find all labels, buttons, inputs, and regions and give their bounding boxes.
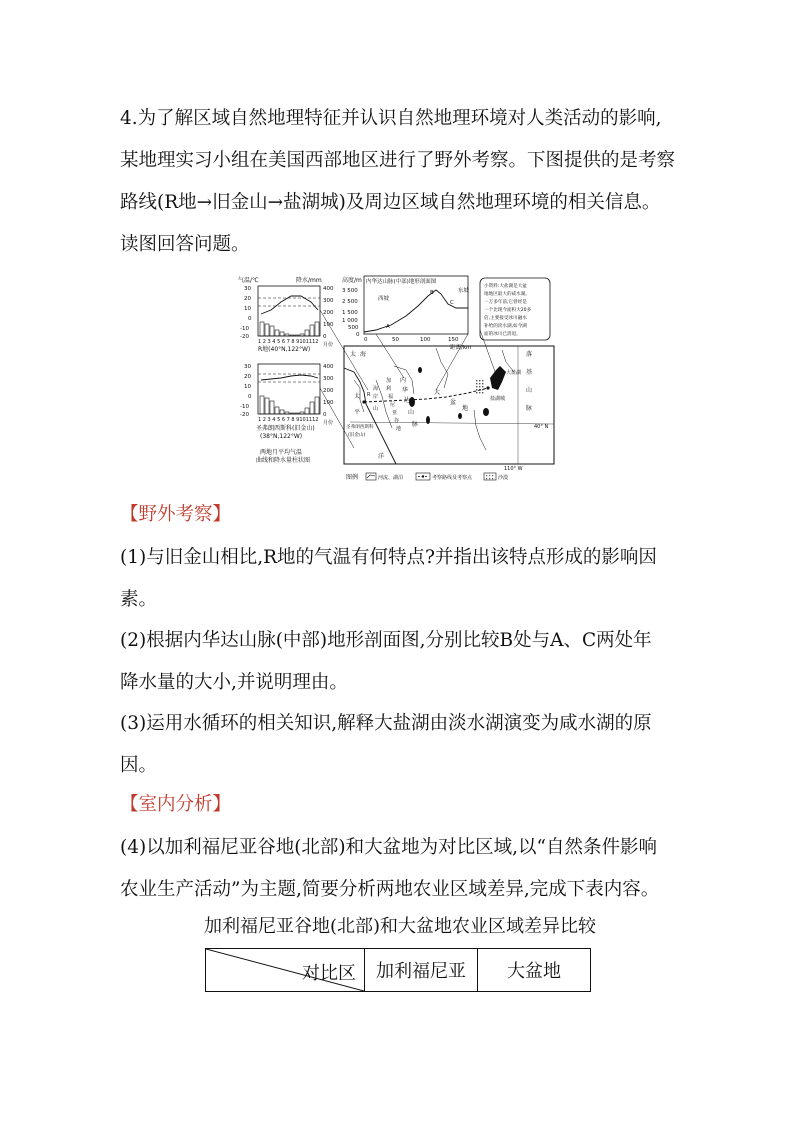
- map-label: 地: [396, 426, 402, 432]
- climate-caption: 曲线和降水量柱状图: [256, 457, 311, 464]
- tick: 0: [248, 316, 252, 322]
- geography-figure: [236, 270, 556, 485]
- chart1-caption: R地(40°N,122°W): [258, 346, 311, 353]
- great-salt-lake-label: 大盐湖: [506, 370, 522, 376]
- point-a: A: [386, 324, 390, 330]
- q1-line: 素。: [120, 589, 158, 610]
- q1-line: (1)与旧金山相比,R地的气温有何特点?并指出该特点形成的影响因: [120, 547, 657, 568]
- map-label: 脉: [412, 421, 419, 428]
- regional-map: [344, 346, 554, 472]
- comparison-table: [205, 948, 591, 992]
- tick: -10: [240, 326, 249, 332]
- note-line: 地地区最大的咸水湖。: [484, 292, 530, 297]
- map-label: 华: [402, 387, 409, 394]
- tick: -20: [240, 412, 249, 418]
- map-label: 平: [354, 409, 361, 416]
- salt-lake-city-label: 盐湖城: [490, 396, 506, 402]
- map-label: 加: [386, 378, 392, 384]
- table-title: 加利福尼亚谷地(北部)和大盆地农业区域差异比较: [203, 916, 597, 937]
- map-label: 脉: [526, 405, 533, 412]
- tick: 0: [356, 332, 360, 338]
- tick: 10: [244, 384, 251, 390]
- tick: -10: [240, 404, 249, 410]
- map-label: 岸: [373, 394, 379, 400]
- terrain-profile: [342, 276, 471, 351]
- east-slope-label: 东坡: [458, 288, 470, 294]
- tick: 0: [248, 394, 252, 400]
- chart2-caption: (38°N,122°W): [260, 433, 303, 440]
- tick: 0: [323, 412, 327, 418]
- legend-river: 河流、湖泊: [378, 475, 404, 481]
- q2-line: (2)根据内华达山脉(中部)地形剖面图,分别比较B处与A、C两处年: [120, 630, 652, 651]
- tick: 0: [323, 334, 327, 340]
- profile-title: 内华达山脉(中部)地形剖面图: [366, 279, 437, 285]
- legend-title: 图例: [346, 474, 359, 481]
- note-line: 倍,主要接受冰川融水: [484, 316, 527, 321]
- tick: -20: [240, 334, 249, 340]
- tick: 0: [364, 337, 368, 343]
- tick: 3 500: [342, 288, 358, 294]
- month-labels: 1 2 3 4 5 6 7 8 9101112: [258, 417, 319, 423]
- tick: 2 500: [342, 299, 358, 305]
- tick: 400: [323, 286, 334, 292]
- tick: 30: [244, 286, 251, 292]
- tick: 500: [348, 325, 359, 331]
- tick: 50: [392, 337, 399, 343]
- q4-line: 农业生产活动”为主题,简要分析两地农业区域差异,完成下表内容。: [120, 879, 660, 900]
- sf-label: 圣弗朗西斯科: [346, 425, 374, 430]
- question-line: 读图回答问题。: [120, 234, 250, 255]
- tick: 10: [244, 306, 251, 312]
- map-label: 基: [526, 369, 533, 376]
- note-line: 一个比现今面积大20多: [484, 308, 532, 313]
- tick: 100: [323, 322, 334, 328]
- map-label: 福: [388, 394, 394, 400]
- section-indoor-analysis: 【室内分析】: [120, 794, 232, 815]
- question-4: [120, 827, 680, 911]
- legend-desert: 沙漠: [498, 475, 509, 481]
- tick: 20: [244, 296, 251, 302]
- map-label: 落: [526, 351, 533, 358]
- corner-label: 对比区: [302, 963, 356, 984]
- tick: 100: [420, 337, 431, 343]
- month-labels: 1 2 3 4 5 6 7 8 9101112: [258, 339, 319, 345]
- map-label: 海: [360, 351, 367, 358]
- profile-x-unit: 距离/km: [450, 345, 472, 351]
- q3-line: (3)运用水循环的相关知识,解释大盐湖由淡水湖演变为咸水湖的原: [120, 713, 652, 734]
- point-c: C: [450, 300, 454, 306]
- question-line: 4.为了解区域自然地理特征并认识自然地理环境对人类活动的影响,: [120, 108, 662, 129]
- header-california: 加利福尼亚: [365, 949, 478, 992]
- chart1-right-label: 降水/mm: [296, 277, 322, 284]
- tick: 1 000: [342, 318, 358, 324]
- map-label: 海: [373, 386, 379, 392]
- map-label: 山: [408, 409, 415, 416]
- month-unit: 月份: [323, 420, 334, 426]
- question-2: [120, 620, 680, 704]
- map-label: 亚: [392, 410, 398, 416]
- map-label: 大: [434, 389, 441, 396]
- map-label: 盆: [450, 399, 457, 406]
- question-line: 某地理实习小组在美国西部地区进行了野外考察。下图提供的是考察: [120, 150, 676, 171]
- climate-chart-r: [238, 276, 334, 353]
- map-legend: [346, 473, 508, 481]
- map-label: 山: [373, 406, 379, 412]
- map-label: 洋: [378, 453, 385, 460]
- map-label: 达: [404, 397, 411, 404]
- map-label: 地: [462, 405, 469, 412]
- map-label: 太: [350, 351, 357, 358]
- question-stem: [120, 98, 680, 266]
- tick: 300: [323, 376, 334, 382]
- q2-line: 降水量的大小,并说明理由。: [120, 672, 348, 693]
- map-label: 内: [400, 377, 407, 384]
- q3-line: 因。: [120, 755, 158, 776]
- figure-svg: [236, 270, 556, 485]
- west-slope-label: 西坡: [378, 296, 390, 302]
- note-line: 一万多年前,它曾经是: [484, 300, 527, 305]
- tick: 200: [323, 310, 334, 316]
- note-line: 小资料:大盐湖是大盆: [484, 284, 527, 289]
- tick: 150: [448, 337, 459, 343]
- header-great-basin: 大盆地: [478, 949, 591, 992]
- chart1-left-label: 气温/℃: [238, 277, 259, 284]
- tick: 1 500: [342, 310, 358, 316]
- map-label: 太: [354, 393, 361, 400]
- tick: 30: [244, 364, 251, 370]
- note-line: 面的冰川已消退。: [484, 332, 521, 337]
- climate-caption: 两地月平均气温: [260, 449, 303, 456]
- note-line: 补给的淡水湖,如今湖: [484, 324, 527, 329]
- legend-route: 考察路线及考察点: [432, 475, 473, 481]
- sf-label: (旧金山): [348, 433, 366, 438]
- chart2-caption: 圣弗朗西斯科(旧金山): [256, 425, 315, 432]
- month-unit: 月份: [323, 342, 334, 348]
- map-label: 尼: [390, 402, 396, 408]
- q4-line: (4)以加利福尼亚谷地(北部)和大盆地为对比区域,以“自然条件影响: [120, 837, 657, 858]
- map-label: 山: [526, 387, 533, 394]
- section-field-study: 【野外考察】: [120, 504, 232, 525]
- map-label: 谷: [394, 418, 400, 424]
- tick: 200: [323, 388, 334, 394]
- profile-y-label: 高度/m: [342, 277, 362, 284]
- table-header-row: [206, 949, 591, 992]
- question-3: [120, 703, 680, 787]
- question-1: [120, 537, 680, 621]
- question-line: 路线(R地→旧金山→盐湖城)及周边区域自然地理环境的相关信息。: [120, 192, 661, 213]
- note-box: [480, 278, 550, 340]
- climate-chart-sf: [240, 364, 334, 464]
- tick: 100: [323, 400, 334, 406]
- table-corner-cell: [206, 949, 365, 992]
- tick: 400: [323, 364, 334, 370]
- longitude-label: 110° W: [504, 466, 523, 472]
- tick: 20: [244, 374, 251, 380]
- r-point-label: R: [367, 392, 371, 398]
- point-b: B: [430, 290, 434, 296]
- latitude-label: 40° N: [534, 424, 549, 430]
- tick: 300: [323, 298, 334, 304]
- map-label: 利: [386, 386, 392, 392]
